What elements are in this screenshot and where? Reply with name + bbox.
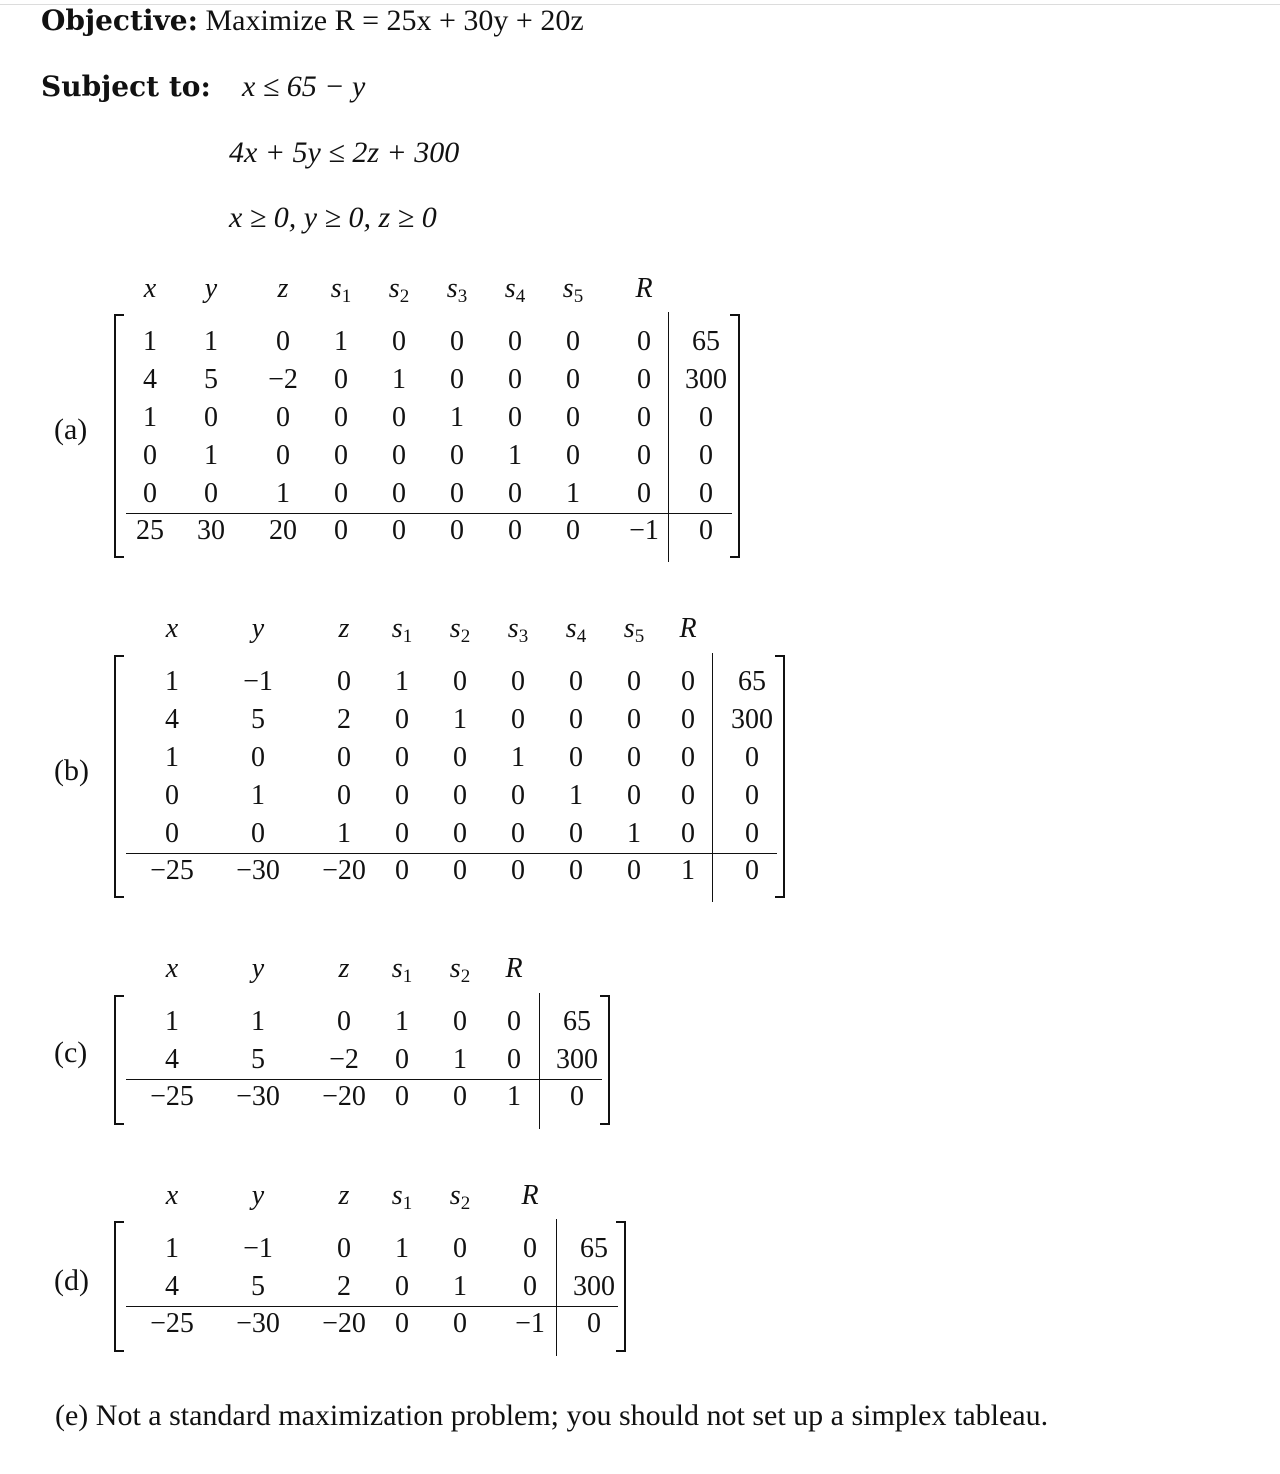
- matrix-cell: 2: [337, 1271, 351, 1302]
- right-bracket: [738, 314, 740, 558]
- right-bracket: [783, 655, 785, 898]
- matrix-cell: 0: [699, 440, 713, 471]
- matrix-cell: 0: [453, 818, 467, 849]
- matrix-cell: 65: [563, 1006, 591, 1037]
- matrix-cell: 5: [251, 704, 265, 735]
- matrix-cell: 0: [453, 1006, 467, 1037]
- column-header-s4: $s_4$: [565, 613, 587, 647]
- matrix-cell: 0: [511, 704, 525, 735]
- matrix-cell: 0: [508, 364, 522, 395]
- left-bracket-bottom: [114, 1350, 124, 1352]
- matrix-cell: 0: [507, 1044, 521, 1075]
- matrix-cell: 65: [692, 326, 720, 357]
- left-bracket-top: [114, 314, 124, 316]
- matrix-cell: 300: [556, 1044, 598, 1075]
- constants-column-separator: [668, 312, 669, 562]
- matrix-cell: 1: [392, 364, 406, 395]
- matrix-cell: 0: [627, 855, 641, 886]
- objective-row-separator: [126, 513, 732, 514]
- matrix-cell: 0: [453, 1081, 467, 1112]
- column-header-x: x: [165, 613, 179, 644]
- matrix-cell: 0: [681, 780, 695, 811]
- right-bracket-bottom: [616, 1350, 626, 1352]
- left-bracket: [114, 314, 116, 558]
- constraint-3: x ≥ 0, y ≥ 0, z ≥ 0: [229, 201, 437, 234]
- matrix-cell: 0: [566, 515, 580, 546]
- matrix-cell: 0: [566, 402, 580, 433]
- matrix-cell: 0: [392, 402, 406, 433]
- matrix-cell: −1: [243, 1233, 273, 1264]
- matrix-cell: 0: [392, 478, 406, 509]
- column-header-s3: $s_3$: [446, 273, 468, 307]
- column-header-z: z: [338, 1180, 350, 1211]
- matrix-cell: 1: [165, 742, 179, 773]
- matrix-cell: 1: [511, 742, 525, 773]
- matrix-cell: 1: [681, 855, 695, 886]
- matrix-cell: 0: [569, 666, 583, 697]
- right-bracket-bottom: [775, 896, 785, 898]
- matrix-cell: 0: [453, 855, 467, 886]
- matrix-cell: 25: [136, 515, 164, 546]
- matrix-cell: 0: [450, 478, 464, 509]
- matrix-cell: 0: [395, 742, 409, 773]
- matrix-cell: 0: [337, 780, 351, 811]
- matrix-cell: 0: [276, 440, 290, 471]
- matrix-cell: 0: [450, 326, 464, 357]
- matrix-cell: 0: [627, 704, 641, 735]
- matrix-cell: 0: [251, 818, 265, 849]
- matrix-cell: 300: [685, 364, 727, 395]
- constants-column-separator: [539, 993, 540, 1129]
- option-label-b: (b): [54, 754, 89, 787]
- matrix-cell: 0: [395, 1308, 409, 1339]
- column-header-s2: $s_2$: [388, 273, 410, 307]
- column-header-R: R: [635, 273, 653, 304]
- matrix-cell: 1: [165, 1006, 179, 1037]
- matrix-cell: 0: [637, 440, 651, 471]
- option-label-a: (a): [54, 413, 88, 446]
- matrix-cell: 0: [745, 818, 759, 849]
- right-bracket-top: [775, 655, 785, 657]
- matrix-cell: 0: [395, 1081, 409, 1112]
- matrix-cell: 0: [334, 478, 348, 509]
- matrix-cell: 0: [523, 1271, 537, 1302]
- matrix-cell: 0: [570, 1081, 584, 1112]
- matrix-cell: 1: [204, 440, 218, 471]
- matrix-cell: 0: [681, 818, 695, 849]
- matrix-cell: 0: [745, 780, 759, 811]
- matrix-cell: 0: [681, 704, 695, 735]
- matrix-cell: 0: [276, 326, 290, 357]
- matrix-cell: 0: [511, 818, 525, 849]
- matrix-cell: 0: [334, 440, 348, 471]
- matrix-cell: −20: [322, 1308, 366, 1339]
- matrix-cell: 0: [681, 666, 695, 697]
- matrix-cell: 0: [566, 364, 580, 395]
- matrix-cell: 2: [337, 704, 351, 735]
- matrix-cell: 0: [569, 855, 583, 886]
- column-header-z: z: [277, 273, 289, 304]
- matrix-cell: −1: [515, 1308, 545, 1339]
- objective-row-separator: [126, 853, 777, 854]
- matrix-cell: 0: [453, 780, 467, 811]
- matrix-cell: 4: [165, 1044, 179, 1075]
- matrix-cell: 0: [395, 704, 409, 735]
- column-header-s2: $s_2$: [449, 613, 471, 647]
- column-header-y: y: [251, 613, 265, 644]
- constraint-1: x ≤ 65 − y: [242, 70, 366, 103]
- matrix-cell: 1: [395, 1006, 409, 1037]
- left-bracket-top: [114, 655, 124, 657]
- right-bracket-top: [730, 314, 740, 316]
- matrix-cell: 0: [395, 780, 409, 811]
- matrix-cell: 5: [204, 364, 218, 395]
- matrix-cell: 65: [580, 1233, 608, 1264]
- matrix-cell: 0: [165, 780, 179, 811]
- matrix-cell: 0: [392, 515, 406, 546]
- left-bracket-bottom: [114, 556, 124, 558]
- matrix-cell: 1: [143, 326, 157, 357]
- matrix-cell: 0: [395, 855, 409, 886]
- column-header-s2: $s_2$: [449, 1180, 471, 1214]
- column-header-s5: $s_5$: [623, 613, 645, 647]
- matrix-cell: −25: [150, 855, 194, 886]
- matrix-cell: 5: [251, 1044, 265, 1075]
- matrix-cell: 0: [637, 402, 651, 433]
- matrix-cell: 0: [204, 402, 218, 433]
- matrix-cell: 0: [453, 666, 467, 697]
- matrix-cell: 1: [453, 704, 467, 735]
- matrix-cell: −1: [629, 515, 659, 546]
- matrix-cell: −30: [236, 855, 280, 886]
- matrix-cell: 0: [627, 666, 641, 697]
- matrix-cell: 1: [143, 402, 157, 433]
- subject-label: Subject to:: [41, 70, 211, 103]
- matrix-cell: 30: [197, 515, 225, 546]
- matrix-cell: 1: [395, 1233, 409, 1264]
- subject-line: [41, 72, 211, 102]
- matrix-cell: 0: [453, 1308, 467, 1339]
- matrix-cell: 0: [334, 364, 348, 395]
- matrix-cell: 0: [337, 666, 351, 697]
- matrix-cell: 0: [392, 440, 406, 471]
- matrix-cell: 1: [165, 1233, 179, 1264]
- column-header-s1: $s_1$: [391, 953, 413, 987]
- matrix-cell: 4: [165, 704, 179, 735]
- matrix-cell: 0: [395, 818, 409, 849]
- matrix-cell: 1: [569, 780, 583, 811]
- matrix-cell: 300: [573, 1271, 615, 1302]
- matrix-cell: 0: [637, 364, 651, 395]
- left-bracket-bottom: [114, 1123, 124, 1125]
- column-header-s3: $s_3$: [507, 613, 529, 647]
- column-header-z: z: [338, 953, 350, 984]
- matrix-cell: 1: [251, 780, 265, 811]
- matrix-cell: 0: [699, 478, 713, 509]
- matrix-cell: −2: [329, 1044, 359, 1075]
- matrix-cell: 0: [276, 402, 290, 433]
- matrix-cell: 1: [251, 1006, 265, 1037]
- matrix-cell: 0: [395, 1044, 409, 1075]
- matrix-cell: 1: [204, 326, 218, 357]
- objective-row-separator: [126, 1306, 618, 1307]
- matrix-cell: 4: [165, 1271, 179, 1302]
- matrix-cell: 65: [738, 666, 766, 697]
- option-e[interactable]: (e) Not a standard maximization problem; you should not set up a simplex tableau.: [55, 1399, 1049, 1432]
- column-header-s4: $s_4$: [504, 273, 526, 307]
- right-bracket-top: [616, 1221, 626, 1223]
- matrix-cell: 0: [508, 402, 522, 433]
- matrix-cell: −20: [322, 855, 366, 886]
- column-header-s1: $s_1$: [391, 1180, 413, 1214]
- right-bracket: [624, 1221, 626, 1352]
- option-label-c: (c): [54, 1036, 88, 1069]
- matrix-cell: 1: [450, 402, 464, 433]
- matrix-cell: 0: [450, 515, 464, 546]
- matrix-cell: 1: [165, 666, 179, 697]
- column-header-s1: $s_1$: [391, 613, 413, 647]
- matrix-cell: 0: [566, 440, 580, 471]
- matrix-cell: −1: [243, 666, 273, 697]
- matrix-cell: 0: [508, 478, 522, 509]
- column-header-y: y: [251, 953, 265, 984]
- matrix-cell: 5: [251, 1271, 265, 1302]
- objective-row-separator: [126, 1079, 602, 1080]
- matrix-cell: 1: [334, 326, 348, 357]
- matrix-cell: 0: [143, 440, 157, 471]
- right-bracket: [608, 995, 610, 1125]
- matrix-cell: 0: [566, 326, 580, 357]
- matrix-cell: 0: [637, 326, 651, 357]
- matrix-cell: 0: [337, 1006, 351, 1037]
- matrix-cell: 0: [699, 515, 713, 546]
- left-bracket: [114, 1221, 116, 1352]
- matrix-cell: 0: [508, 326, 522, 357]
- matrix-cell: 1: [395, 666, 409, 697]
- matrix-cell: 1: [508, 440, 522, 471]
- column-header-x: x: [165, 953, 179, 984]
- matrix-cell: 0: [587, 1308, 601, 1339]
- right-bracket-bottom: [730, 556, 740, 558]
- matrix-cell: −2: [268, 364, 298, 395]
- constants-column-separator: [712, 653, 713, 902]
- matrix-cell: 0: [450, 364, 464, 395]
- matrix-cell: 0: [143, 478, 157, 509]
- matrix-cell: −30: [236, 1308, 280, 1339]
- left-bracket: [114, 995, 116, 1125]
- left-bracket: [114, 655, 116, 898]
- matrix-cell: 0: [453, 1233, 467, 1264]
- matrix-cell: 0: [745, 742, 759, 773]
- matrix-cell: 0: [511, 780, 525, 811]
- objective-line: [41, 6, 584, 36]
- left-bracket-top: [114, 995, 124, 997]
- matrix-cell: 0: [507, 1006, 521, 1037]
- matrix-cell: 0: [450, 440, 464, 471]
- column-header-R: R: [521, 1180, 539, 1211]
- column-header-R: R: [679, 613, 697, 644]
- matrix-cell: 0: [204, 478, 218, 509]
- matrix-cell: −20: [322, 1081, 366, 1112]
- matrix-cell: 0: [453, 742, 467, 773]
- column-header-z: z: [338, 613, 350, 644]
- left-bracket-bottom: [114, 896, 124, 898]
- matrix-cell: 0: [627, 742, 641, 773]
- constants-column-separator: [556, 1219, 557, 1356]
- matrix-cell: 1: [453, 1044, 467, 1075]
- matrix-cell: 0: [337, 742, 351, 773]
- matrix-cell: 0: [511, 666, 525, 697]
- column-header-y: y: [204, 273, 218, 304]
- matrix-cell: 1: [627, 818, 641, 849]
- column-header-R: R: [505, 953, 523, 984]
- matrix-cell: 0: [337, 1233, 351, 1264]
- matrix-cell: 1: [507, 1081, 521, 1112]
- matrix-cell: 0: [334, 402, 348, 433]
- matrix-cell: 0: [165, 818, 179, 849]
- option-label-d: (d): [54, 1264, 89, 1297]
- matrix-cell: 0: [334, 515, 348, 546]
- matrix-cell: 0: [637, 478, 651, 509]
- matrix-cell: 4: [143, 364, 157, 395]
- matrix-cell: 0: [569, 818, 583, 849]
- matrix-cell: 0: [395, 1271, 409, 1302]
- matrix-cell: −25: [150, 1081, 194, 1112]
- objective-label: Objective:: [41, 4, 198, 37]
- matrix-cell: 0: [569, 704, 583, 735]
- column-header-s1: $s_1$: [330, 273, 352, 307]
- matrix-cell: 300: [731, 704, 773, 735]
- matrix-cell: 1: [337, 818, 351, 849]
- matrix-cell: 1: [453, 1271, 467, 1302]
- left-bracket-top: [114, 1221, 124, 1223]
- matrix-cell: 20: [269, 515, 297, 546]
- right-bracket-top: [600, 995, 610, 997]
- matrix-cell: 0: [392, 326, 406, 357]
- matrix-cell: 1: [276, 478, 290, 509]
- matrix-cell: −30: [236, 1081, 280, 1112]
- right-bracket-bottom: [600, 1123, 610, 1125]
- column-header-s2: $s_2$: [449, 953, 471, 987]
- matrix-cell: 0: [523, 1233, 537, 1264]
- objective-text: Maximize R = 25x + 30y + 20z: [205, 4, 584, 37]
- matrix-cell: 0: [508, 515, 522, 546]
- constraint-2: 4x + 5y ≤ 2z + 300: [229, 136, 460, 169]
- matrix-cell: 1: [566, 478, 580, 509]
- matrix-cell: 0: [699, 402, 713, 433]
- matrix-cell: 0: [511, 855, 525, 886]
- column-header-x: x: [143, 273, 157, 304]
- matrix-cell: 0: [569, 742, 583, 773]
- matrix-cell: −25: [150, 1308, 194, 1339]
- matrix-cell: 0: [627, 780, 641, 811]
- column-header-s5: $s_5$: [562, 273, 584, 307]
- matrix-cell: 0: [681, 742, 695, 773]
- column-header-x: x: [165, 1180, 179, 1211]
- matrix-cell: 0: [745, 855, 759, 886]
- column-header-y: y: [251, 1180, 265, 1211]
- matrix-cell: 0: [251, 742, 265, 773]
